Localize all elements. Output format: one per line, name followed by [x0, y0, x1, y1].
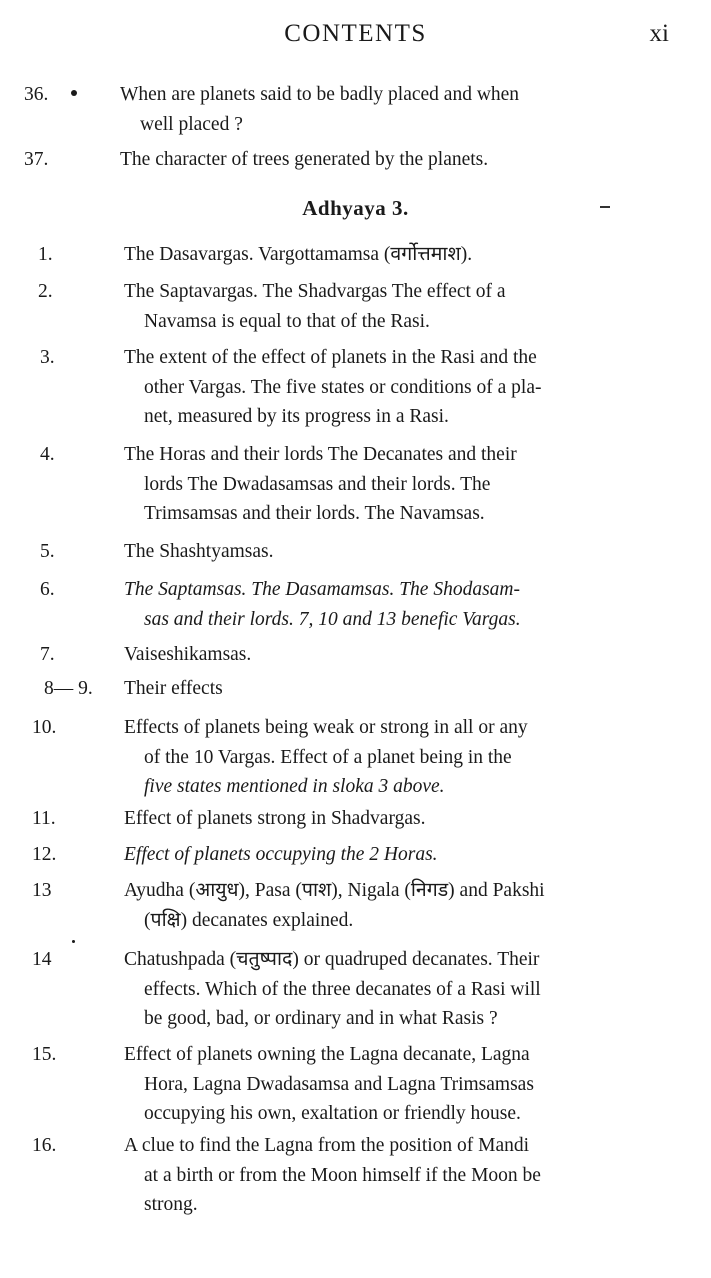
entry-text: Effect of planets occupying the 2 Horas. [124, 844, 438, 865]
entry-number: 7. [40, 644, 55, 665]
entry-number: 37. [24, 149, 49, 170]
entry-text: sas and their lords. 7, 10 and 13 benefic Vargas. [144, 608, 521, 630]
entry-text: Ayudha (आयुध), Pasa (पाश), Nigala (निगड) and Pakshi [124, 880, 545, 901]
entry-text: Vaiseshikamsas. [124, 644, 252, 665]
entry-number: 14 [32, 949, 52, 970]
entry-text: Effect of planets owning the Lagna decanate, Lagna [124, 1044, 530, 1065]
entry-number: 6. [40, 579, 55, 600]
entry-text: Their effects [124, 678, 223, 699]
page-title: CONTENTS [284, 20, 427, 47]
entry-number: 12. [32, 844, 57, 865]
entry-text: Effects of planets being weak or strong in all or any [124, 717, 528, 738]
entry-text: The extent of the effect of planets in the Rasi and the [124, 347, 537, 368]
entry-text: be good, bad, or ordinary and in what Rasis ? [144, 1008, 498, 1029]
entry-text: The Saptamsas. The Dasamamsas. The Shodasam- [124, 579, 520, 600]
entry-text: Hora, Lagna Dwadasamsa and Lagna Trimsamsas [144, 1073, 534, 1095]
entry-text: When are planets said to be badly placed and when [120, 84, 520, 105]
entry-text: The Horas and their lords The Decanates and their [124, 444, 517, 465]
entry-number: 11. [32, 808, 56, 829]
entry-text: lords The Dwadasamsas and their lords. The [144, 473, 491, 495]
entry-number: 36. [24, 84, 49, 105]
page-number: xi [649, 20, 669, 47]
entry-number: 2. [38, 281, 53, 302]
entry-text: Navamsa is equal to that of the Rasi. [144, 310, 430, 332]
entry-text: net, measured by its progress in a Rasi. [144, 406, 449, 427]
entry-text: of the 10 Vargas. Effect of a planet being in the [144, 746, 512, 768]
entry-text: The Dasavargas. Vargottamamsa (वर्गोत्तमाश). [124, 244, 473, 265]
entry-number: 4. [40, 444, 55, 465]
entry-text: The Shashtyamsas. [124, 541, 274, 562]
entry-number: 13 [32, 880, 52, 901]
entry-number: 8— 9. [44, 678, 93, 699]
entry-number: 16. [32, 1135, 57, 1156]
entry-text: The Saptavargas. The Shadvargas The effect of a [124, 281, 506, 302]
entry-text: other Vargas. The five states or conditions of a pla- [144, 376, 542, 398]
entry-text: at a birth or from the Moon himself if the Moon be [144, 1164, 541, 1186]
entry-text: The character of trees generated by the planets. [120, 149, 489, 170]
stray-dot [72, 940, 75, 943]
entry-text: A clue to find the Lagna from the position of Mandi [124, 1135, 530, 1156]
entry-text: well placed ? [140, 113, 243, 135]
entry-number: 1. [38, 244, 53, 265]
stray-mark [600, 206, 610, 208]
entry-text: Trimsamsas and their lords. The Navamsas. [144, 503, 485, 524]
entry-text: strong. [144, 1194, 198, 1215]
entry-text: five states mentioned in sloka 3 above. [144, 776, 445, 797]
entry-number: 10. [32, 717, 57, 738]
entry-number: 15. [32, 1044, 57, 1065]
page-header [0, 20, 711, 54]
entry-text: Chatushpada (चतुष्पाद) or quadruped decanates. Their [124, 949, 540, 970]
entry-text: (पक्षि) decanates explained. [144, 909, 354, 931]
bullet-icon [71, 90, 77, 96]
entry-text: occupying his own, exaltation or friendly house. [144, 1103, 521, 1124]
entry-text: Effect of planets strong in Shadvargas. [124, 808, 426, 829]
entry-number: 3. [40, 347, 55, 368]
entry-text: effects. Which of the three decanates of a Rasi will [144, 978, 541, 1000]
entry-number: 5. [40, 541, 55, 562]
adhyaya-heading: Adhyaya 3. [302, 196, 409, 220]
